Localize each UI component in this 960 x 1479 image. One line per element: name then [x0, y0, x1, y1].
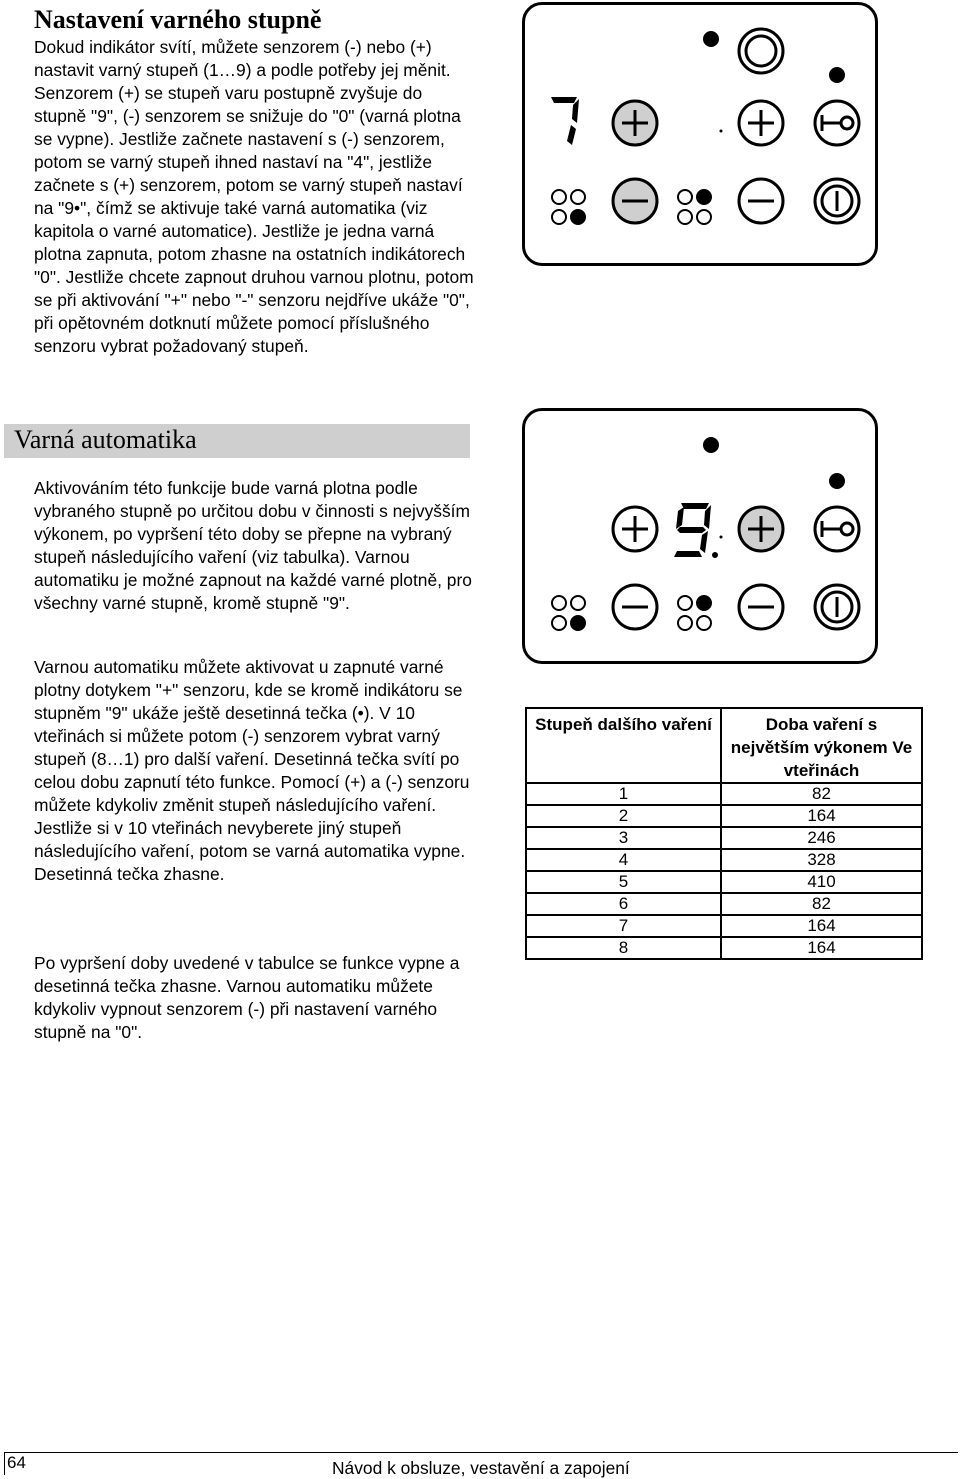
page-number: 64 — [7, 1453, 26, 1472]
footer-divider-vertical — [4, 1453, 5, 1475]
cooking-automatic-text-1: Aktivováním této funkcije bude varná plotna podle vybraného stupně po určitou dobu v činnosti s nejvyšším výkonem, po vypršení této doby se přepne na vybraný stupeň následujícího vaření (viz tabulka). Varnou automatiku je možné zapnout na každé varné plotně, pro všechny varné stupně, kromě stupně "9". — [34, 478, 472, 613]
table-row — [526, 783, 922, 805]
table-cell-seconds: 164 — [721, 937, 922, 959]
table-header-duration: Doba vaření s největším výkonem Ve vteřinách — [721, 708, 922, 783]
indicator-dot-icon — [703, 437, 719, 453]
cooking-automatic-paragraph-3 — [34, 952, 474, 1044]
table-cell-level: 8 — [526, 937, 721, 959]
table-cell-level: 6 — [526, 893, 721, 915]
table-cell-level: 7 — [526, 915, 721, 937]
table-body — [526, 783, 922, 959]
table-cell-level: 1 — [526, 783, 721, 805]
cooking-zone-indicator-icon — [552, 190, 585, 224]
cooking-zone-indicator-icon — [552, 596, 585, 630]
indicator-dot-icon — [829, 67, 845, 83]
table-cell-seconds: 328 — [721, 849, 922, 871]
table-row — [526, 915, 922, 937]
table-cell-level: 3 — [526, 827, 721, 849]
cooking-level-text: Dokud indikátor svítí, můžete senzorem (-) nebo (+) nastavit varný stupeň (1…9) a podle potřeby jej měnit. Senzorem (+) se stupeň varu postupně zvyšuje do stupně "9", (-) senzorem se snižuje do "0" (varná plotna se vypne). Jestliže začnete nastavení s (-) senzorem, potom se varný stupeň ihned nastaví na "4", jestliže začnete s (+) senzorem, potom se varný stupeň nastaví na "9•", čímž se aktivuje také varná automatika (viz kapitola o varné automatice). Jestliže je jedna varná plotna zapnuta, potom zhasne na ostatních indikátorech "0". Jestliže chcete zapnout druhou varnou plotnu, potom se při aktivování "+" nebo "-" senzoru nejdříve ukáže "0", při opětovném dotknutí můžete pomocí příslušného senzoru vybrat požadovaný stupeň. — [34, 37, 474, 356]
table-row — [526, 827, 922, 849]
table-row — [526, 805, 922, 827]
cooking-time-table — [525, 707, 923, 960]
table-cell-seconds: 246 — [721, 827, 922, 849]
table-cell-level: 5 — [526, 871, 721, 893]
table-row — [526, 937, 922, 959]
table-cell-seconds: 82 — [721, 893, 922, 915]
table-row — [526, 871, 922, 893]
table-header-row — [526, 708, 922, 783]
table-header-next-level: Stupeň dalšího vaření — [526, 708, 721, 783]
section-heading-bar — [4, 424, 470, 458]
table-cell-seconds: 82 — [721, 783, 922, 805]
control-panel-diagram-1 — [522, 2, 878, 266]
cooking-zone-indicator-icon — [678, 190, 711, 224]
cooking-zone-indicator-icon — [678, 596, 711, 630]
cooking-automatic-text-2: Varnou automatiku můžete aktivovat u zapnuté varné plotny dotykem "+" senzoru, kde se kromě indikátoru se stupněm "9" ukáže ještě desetinná tečka (•). V 10 vteřinách si můžete potom (-) senzorem vybrat varný stupeň (8…1) pro další vaření. Desetinná tečka svítí po celou dobu zapnutí této funkce. Pomocí (+) a (-) senzoru můžete kdykoliv změnit stupeň následujícího vaření. Jestliže si v 10 vteřinách nevyberete jiný stupeň následujícího vaření, potom se varná automatika vypne. Desetinná tečka zhasne. — [34, 657, 470, 884]
control-panel-diagram-2 — [522, 408, 878, 664]
table-cell-seconds: 410 — [721, 871, 922, 893]
cooking-automatic-text-3: Po vypršení doby uvedené v tabulce se funkce vypne a desetinná tečka zhasne. Varnou automatiku můžete kdykoliv vypnout senzorem (-) při nastavení varného stupně na "0". — [34, 953, 460, 1042]
table-row — [526, 893, 922, 915]
decimal-dot-icon — [720, 536, 723, 539]
section-title-cooking-level: Nastavení varného stupně — [34, 5, 322, 34]
section-title-cooking-automatic: Varná automatika — [14, 425, 197, 454]
cooking-automatic-paragraph-2 — [34, 656, 474, 886]
decimal-dot-icon — [720, 130, 723, 133]
table-cell-seconds: 164 — [721, 805, 922, 827]
cooking-level-paragraph — [34, 36, 474, 358]
table-row — [526, 849, 922, 871]
table-cell-seconds: 164 — [721, 915, 922, 937]
seven-segment-display-left — [525, 5, 579, 145]
control-panel-svg-1 — [525, 5, 875, 263]
control-panel-svg-2 — [525, 411, 875, 661]
cooking-automatic-paragraph-1 — [34, 477, 474, 615]
indicator-dot-icon — [829, 473, 845, 489]
footer-divider — [4, 1452, 958, 1453]
table-cell-level: 2 — [526, 805, 721, 827]
footer-title: Návod k obsluze, vestavění a zapojení — [332, 1458, 630, 1478]
table-cell-level: 4 — [526, 849, 721, 871]
indicator-dot-icon — [703, 31, 719, 47]
